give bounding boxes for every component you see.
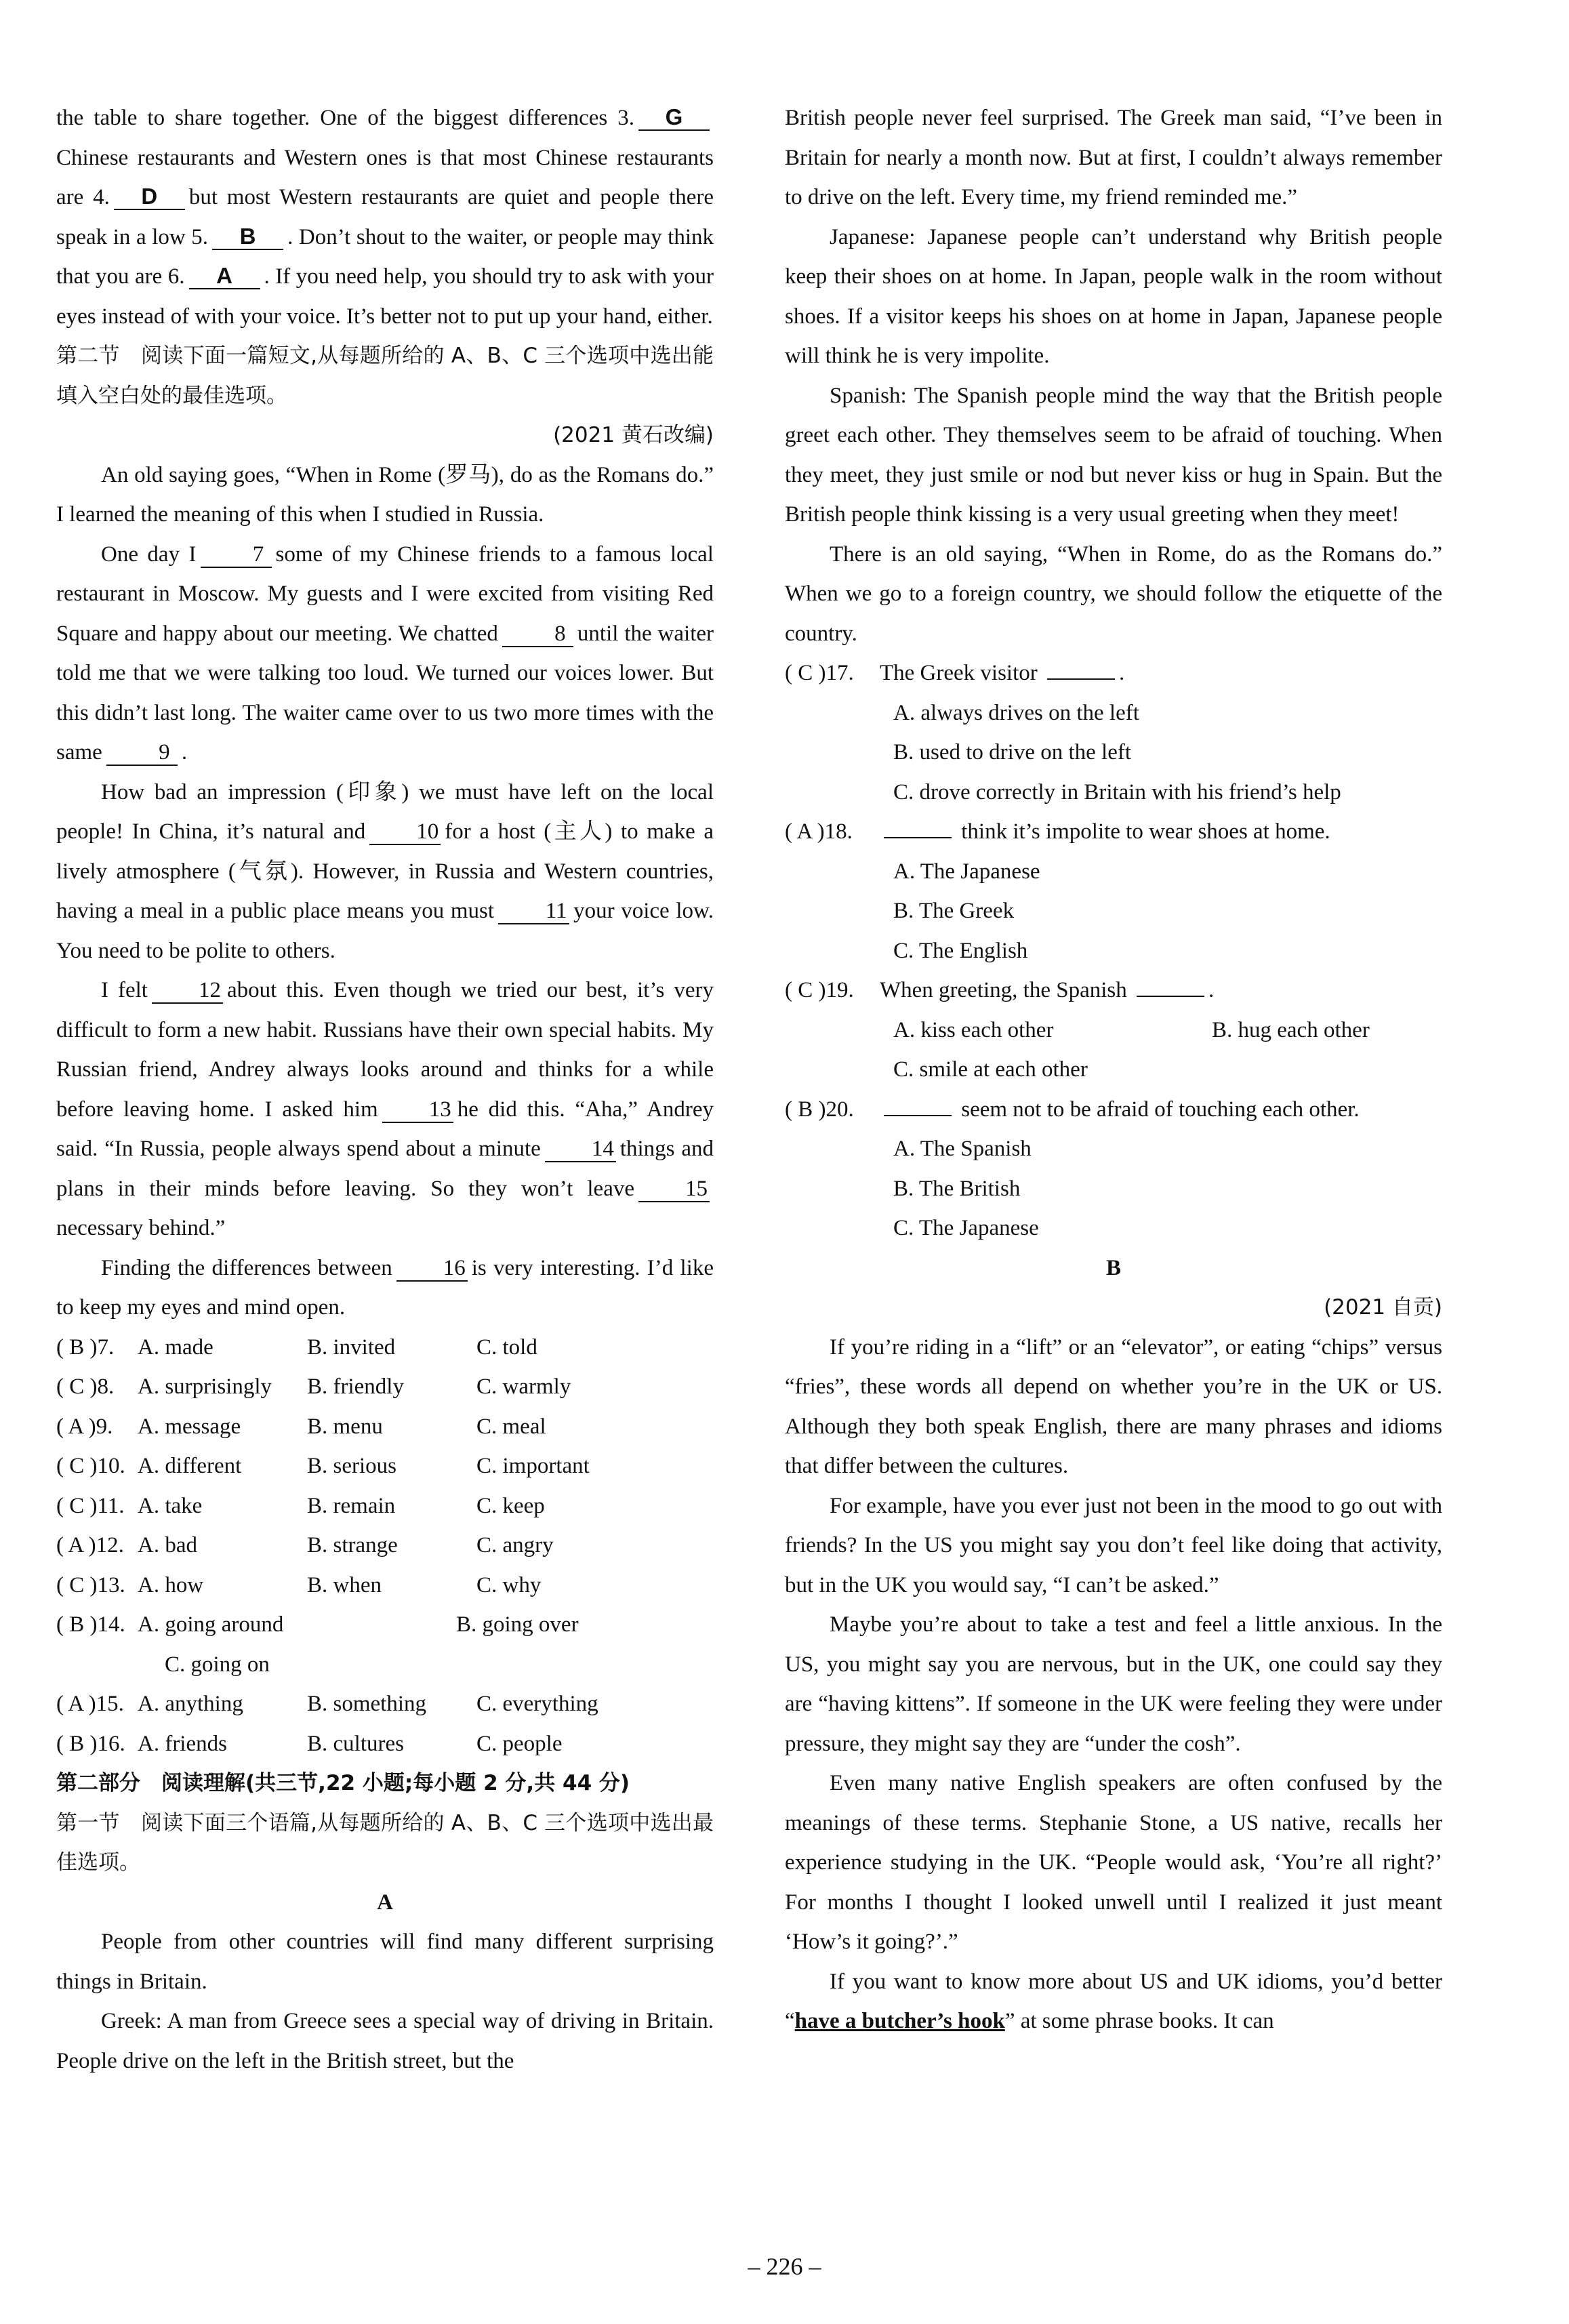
answer-blank [1137,996,1204,997]
passage-a-title: A [377,1890,393,1915]
blank-11: 11 [498,899,569,924]
passage-b-paragraph-2: For example, have you ever just not been in the mood to go out with friends? In the US you might say you don’t feel like doing that activity, but in the UK you would say, “I can’t be asked.” [785,1493,1442,1597]
question-row: ( B )14. A. going around B. going over [56,1612,579,1637]
question-row: ( B )7. A. made B. invited C. told [56,1334,537,1360]
passage-b-paragraph-5: If you want to know more about US and UK idioms, you’d better “have a butcher’s hook” at some phrase books. It can [785,1969,1442,2033]
section-2-source: (2021 黄石改编) [553,423,714,447]
blank-9: 9 [106,740,178,766]
option: A. The Japanese [893,859,1040,884]
cloze-paragraph-1: An old saying goes, “When in Rome (罗马), do as the Romans do.” I learned the meaning of this when I studied in Russia. [56,462,714,527]
question-row: ( A )9. A. message B. menu C. meal [56,1414,546,1439]
passage-a-paragraph-2: Greek: A man from Greece sees a special way of driving in Britain. People drive on the left in the British street, but the [56,2009,714,2073]
cloze-paragraph-2: One day I 7 some of my Chinese friends to a famous local restaurant in Moscow. My guests and I were excited from visiting Red Square and happy about our meeting. We chatted 8 until the waiter told me that we were talking too loud. We turned our voices lower. But this didn’t last long. The waiter came over to us two more times with the same 9 . [56,542,714,765]
option: C. drove correctly in Britain with his friend’s help [893,779,1341,804]
option: C. The Japanese [893,1216,1039,1240]
answer-blank [1047,678,1115,680]
passage-b-paragraph-1: If you’re riding in a “lift” or an “elevator”, or eating “chips” versus “fries”, these words all depend on whether you’re in the UK or US. Although they both speak English, there are many phrases and idioms that differ between the cultures. [785,1334,1442,1478]
question-18: ( A )18. think it’s impolite to wear shoes at home. [785,819,1330,844]
option: A. The Spanish [893,1137,1032,1161]
highlighted-idiom: have a butcher’s hook [794,2009,1005,2033]
question-row-continued: C. going on [165,1652,270,1677]
option: C. smile at each other [893,1057,1088,1082]
section-2-instruction: 第二节 阅读下面一篇短文,从每题所给的 A、B、C 三个选项中选出能填入空白处的最佳选项。 [56,344,714,408]
question-row: ( C )8. A. surprisingly B. friendly C. warmly [56,1374,571,1399]
question-row: ( A )15. A. anything B. something C. everything [56,1692,598,1716]
passage-b-paragraph-3: Maybe you’re about to take a test and feel a little anxious. In the US, you might say you are nervous, but in the UK, one could say they are “having kittens”. If someone in the UK were feeling they were under pressure, they might say they are “under the cosh”. [785,1612,1442,1756]
blank-12: 12 [152,978,223,1004]
question-row: ( C )11. A. take B. remain C. keep [56,1493,545,1518]
part-2-instruction: 第一节 阅读下面三个语篇,从每题所给的 A、B、C 三个选项中选出最佳选项。 [56,1810,714,1875]
page-number: – 226 – [748,2253,821,2280]
option: B. used to drive on the left [893,740,1132,765]
passage-a-paragraph-1: People from other countries will find many different surprising things in Britain. [56,1930,714,1994]
answer-blank-6: A [189,264,260,289]
intro-paragraph: the table to share together. One of the biggest differences 3. GChinese restaurants and Western ones is that most Chinese restaurants are 4. D but most Western restaurants are quiet and people there speak in a low 5. B . Don’t shout to the waiter, or people may think that you are 6. A . If you need help, you should try to ask with your eyes instead of with your voice. It’s better not to put up your hand, either. [56,104,714,329]
passage-b-title: B [1105,1255,1121,1280]
passage-a-paragraph-4: Japanese: Japanese people can’t understand why British people keep their shoes on at home. In Japan, people walk in the room without shoes. If a visitor keeps his shoes on at home in Japan, Japanese people will think he is very impolite. [785,224,1442,368]
answer-blank-4: D [114,184,185,210]
passage-b-paragraph-4: Even many native English speakers are often confused by the meanings of these terms. Stephanie Stone, a US native, recalls her experience studying in the UK. “People would ask, ‘You’re all right?’ For months I thought I looked unwell until I realized it just meant ‘How’s it going?’.” [785,1771,1442,1954]
blank-7: 7 [201,542,272,568]
answer-blank-5: B [212,224,283,250]
blank-13: 13 [382,1097,453,1123]
blank-15: 15 [638,1177,710,1202]
passage-b-source: (2021 自贡) [1324,1295,1442,1320]
question-19: ( C )19. When greeting, the Spanish . [785,978,1215,1002]
question-row: ( C )10. A. different B. serious C. important [56,1454,590,1478]
question-17: ( C )17. The Greek visitor . [785,661,1125,685]
blank-16: 16 [396,1256,468,1282]
cloze-paragraph-3: How bad an impression (印象) we must have left on the local people! In China, it’s natural and 10 for a host (主人) to make a lively atmosphere (气氛). However, in Russia and Western countries, having a meal in a public place means you must 11 your voice low. You need to be polite to others. [56,779,714,963]
cloze-paragraph-5: Finding the differences between 16 is very interesting. I’d like to keep my eyes and mind open. [56,1255,714,1320]
part-2-title: 第二部分 阅读理解(共三节,22 小题;每小题 2 分,共 44 分) [56,1771,630,1795]
option: B. The Greek [893,899,1015,923]
option: B. The British [893,1176,1021,1201]
answer-blank [884,837,952,838]
blank-8: 8 [502,621,573,647]
question-20: ( B )20. seem not to be afraid of touching each other. [785,1097,1360,1122]
blank-14: 14 [545,1137,616,1162]
option: C. The English [893,938,1028,963]
left-column [56,98,714,2081]
cloze-questions [56,1328,714,1764]
blank-10: 10 [369,819,441,845]
right-column [785,98,1442,2041]
option-row: A. kiss each other B. hug each other [893,1017,1370,1042]
question-row: ( C )13. A. how B. when C. why [56,1572,542,1597]
answer-blank-3: G [638,105,710,131]
passage-a-paragraph-3: British people never feel surprised. The Greek man said, “I’ve been in Britain for nearly a month now. But at first, I couldn’t always remember to drive on the left. Every time, my friend reminded me.” [785,106,1442,209]
cloze-paragraph-4: I felt 12 about this. Even though we tried our best, it’s very difficult to form a new habit. Russians have their own special habits. My Russian friend, Andrey always looks around and thinks for a while before leaving home. I asked him 13 he did this. “Aha,” Andrey said. “In Russia, people always spend about a minute 14 things and plans in their minds before leaving. So they won’t leave 15necessary behind.” [56,978,714,1240]
answer-blank [884,1115,952,1116]
passage-a-paragraph-6: There is an old saying, “When in Rome, do as the Romans do.” When we go to a foreign country, we should follow the etiquette of the country. [785,542,1442,646]
question-row: ( A )12. A. bad B. strange C. angry [56,1533,554,1557]
question-row: ( B )16. A. friends B. cultures C. people [56,1731,563,1756]
passage-a-paragraph-5: Spanish: The Spanish people mind the way that the British people greet each other. They themselves seem to be afraid of touching. When they meet, they just smile or nod but never kiss or hug in Spain. But the British people think kissing is a very usual greeting when they meet! [785,383,1442,527]
option: A. always drives on the left [893,700,1139,725]
